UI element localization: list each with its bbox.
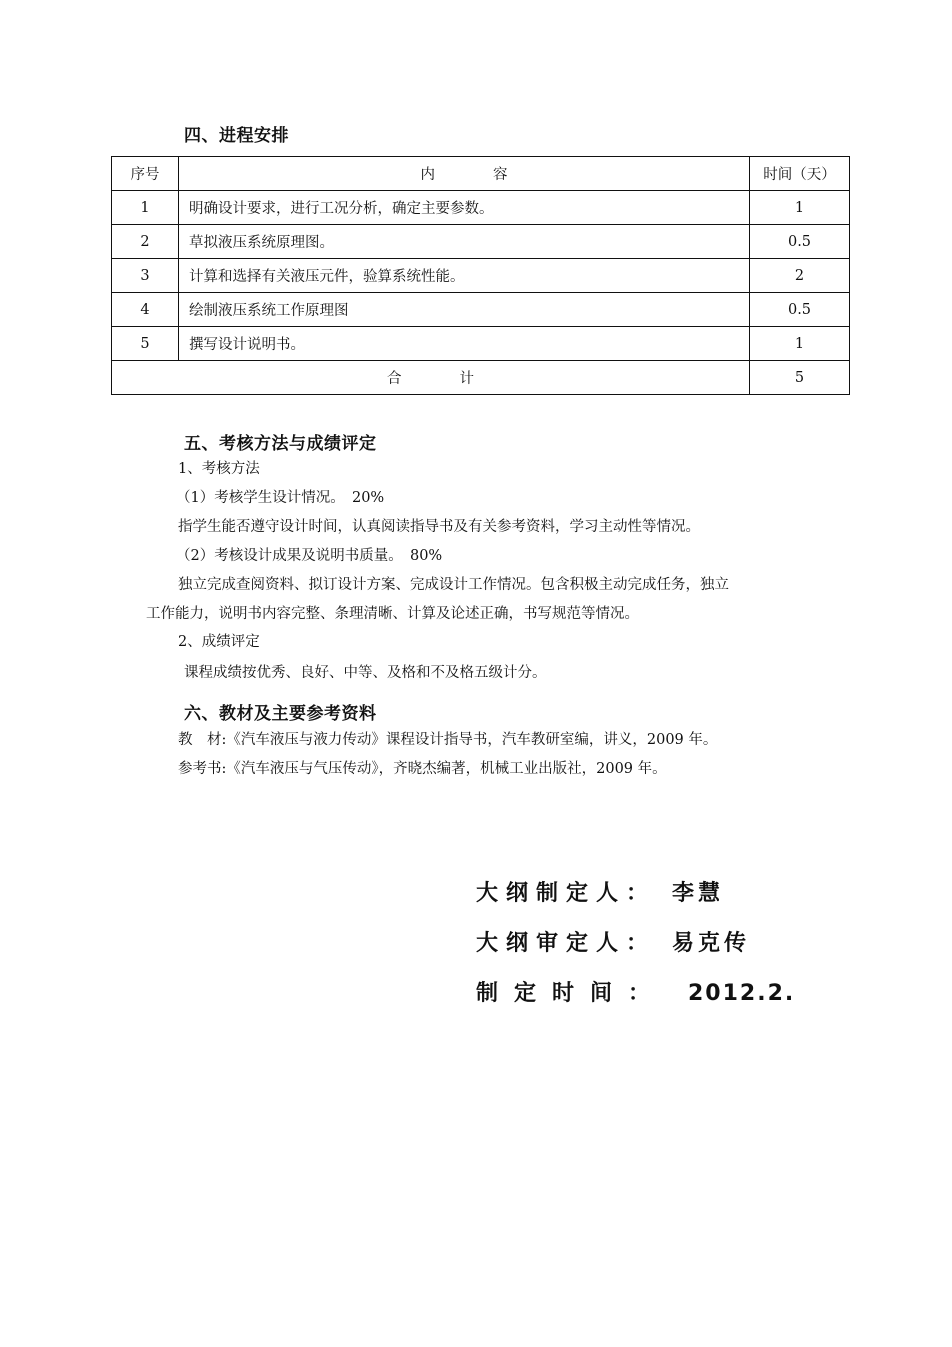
row-content: 草拟液压系统原理图。 [179,225,750,259]
header-no: 序号 [112,157,179,191]
date-label: 制定时间： [476,981,667,1006]
assessment-item-2-desc-line2: 工作能力，说明书内容完整、条理清晰、计算及论述正确，书写规范等情况。 [146,606,639,622]
row-content: 明确设计要求，进行工况分析，确定主要参数。 [179,191,750,225]
assessment-item-2: （2）考核设计成果及说明书质量。 80% [176,548,443,564]
row-content: 绘制液压系统工作原理图 [179,293,750,327]
table-row [112,225,850,259]
row-time: 0.5 [750,293,850,327]
section5-title: 五、考核方法与成绩评定 [184,434,377,454]
date-value: 2012.2. [688,981,796,1006]
assessment-item-1: （1）考核学生设计情况。 20% [176,490,385,506]
author-label: 大纲制定人： [476,881,657,906]
table-header-row [112,157,850,191]
header-time: 时间（天） [750,157,850,191]
row-time: 2 [750,259,850,293]
table-row [112,191,850,225]
assessment-item-1-desc: 指学生能否遵守设计时间，认真阅读指导书及有关参考资料，学习主动性等情况。 [178,519,700,535]
reference-line: 参考书:《汽车液压与气压传动》，齐晓杰编著，机械工业出版社，2009 年。 [178,761,667,777]
row-no: 3 [112,259,179,293]
assessment-method-heading: 1、考核方法 [178,461,260,477]
table-row [112,293,850,327]
signature-reviewer [476,926,750,957]
assessment-item-2-desc-line1: 独立完成查阅资料、拟订设计方案、完成设计工作情况。包含积极主动完成任务，独立 [178,577,729,593]
textbook-line: 教 材:《汽车液压与液力传动》课程设计指导书，汽车教研室编，讲义，2009 年。 [178,732,718,748]
row-time: 0.5 [750,225,850,259]
row-content: 计算和选择有关液压元件，验算系统性能。 [179,259,750,293]
reviewer-name: 易克传 [672,931,751,956]
signature-date [476,976,795,1007]
section6-title: 六、教材及主要参考资料 [184,704,377,724]
table-row [112,259,850,293]
row-content: 撰写设计说明书。 [179,327,750,361]
grade-desc: 课程成绩按优秀、良好、中等、及格和不及格五级计分。 [184,665,547,681]
row-no: 4 [112,293,179,327]
row-no: 1 [112,191,179,225]
header-content: 内 容 [179,157,750,191]
grade-heading: 2、成绩评定 [178,634,260,650]
row-no: 2 [112,225,179,259]
reviewer-label: 大纲审定人： [476,931,657,956]
table-row [112,327,850,361]
row-time: 1 [750,191,850,225]
signature-author [476,876,724,907]
total-label: 合 计 [112,361,750,395]
section4-title: 四、进程安排 [184,126,289,146]
row-no: 5 [112,327,179,361]
total-time: 5 [750,361,850,395]
author-name: 李慧 [672,881,725,906]
schedule-table [111,156,850,395]
row-time: 1 [750,327,850,361]
table-total-row [112,361,850,395]
